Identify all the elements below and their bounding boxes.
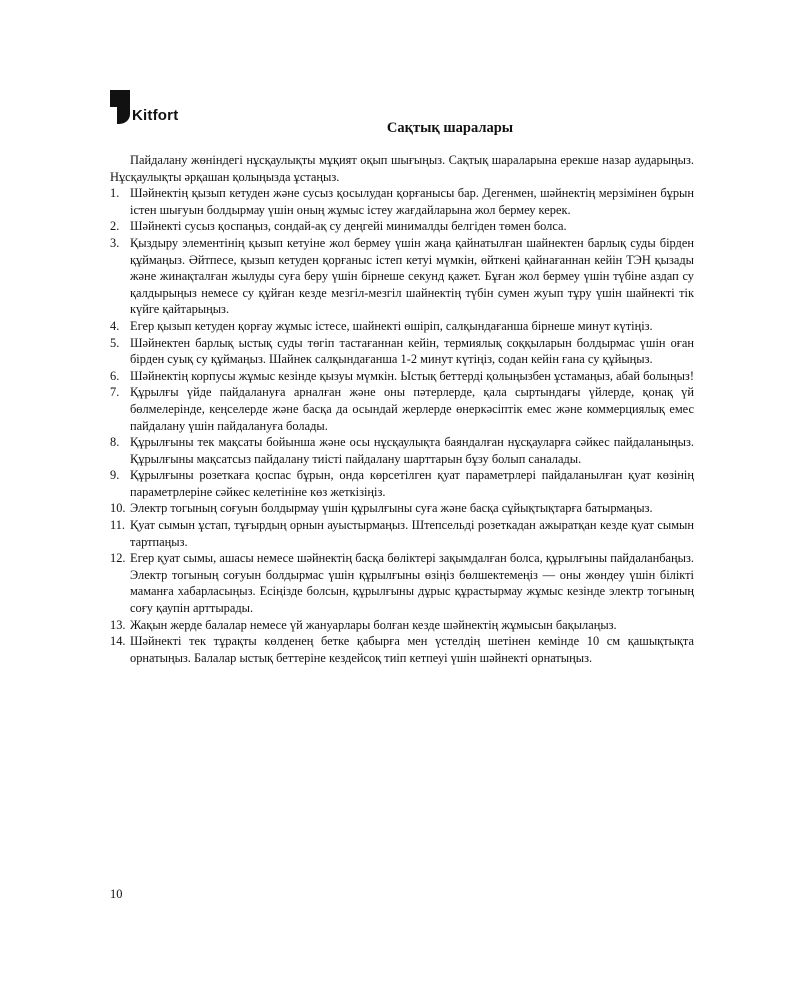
list-item-text: Жақын жерде балалар немесе үй жануарлары болған кезде шәйнектің жұмысын бақылаңыз. — [130, 617, 617, 632]
list-item — [110, 368, 694, 385]
list-item — [110, 617, 694, 634]
list-item — [110, 467, 694, 500]
list-item — [110, 335, 694, 368]
list-item-text: Шәйнектен барлық ыстық суды төгіп тастағаннан кейін, термиялық соққыларын болдырмас үшін оған бірден суық су құймаңыз. Шайнек салқындағанша 1-2 минут күтіңіз, содан кейін ғана су құйыңыз. — [130, 335, 694, 367]
list-item-text: Қыздыру элементінің қызып кетуіне жол бермеу үшін жаңа қайнатылған шайнектен барлық суды бірден құймаңыз. Әйтпесе, қызып кетуден қорғаныс істеп кетуі мүмкін, өйткені қайнағаннан кейін ТЭН қызады және жинақталған жылуды суға беру үшін бірнеше секунд қажет. Бұған жол бермеу үшін түбіне аздап су қалдырыңыз немесе су құйған кезде мезгіл-мезгіл шайнектің түбін сумен жуып тұру үшін шайнекті тік күйге қайтарыңыз. — [130, 235, 694, 317]
list-item-text: Электр тогының соғуын болдырмау үшін құрылғыны суға және басқа сұйықтықтарға батырмаңыз. — [130, 501, 653, 516]
list-item-number: 1. — [110, 186, 120, 201]
list-item — [110, 434, 694, 467]
brand-logo — [110, 90, 178, 124]
page-title: Сақтық шаралары — [386, 120, 514, 136]
list-item-number: 7. — [110, 385, 120, 400]
list-item-text: Шәйнекті тек тұрақты көлденең бетке қабырға мен үстелдің шетінен кемінде 10 см қашықтықта орнатыңыз. Балалар ыстық беттеріне кездейсоқ тиіп кетпеуі үшін шәйнекті орнатыңыз. — [130, 634, 694, 665]
list-item-number: 13. — [110, 617, 126, 632]
list-item-number: 5. — [110, 335, 120, 350]
list-item-text: Қуат сымын ұстап, тұғырдың орнын ауыстырмаңыз. Штепсельді розеткадан ажыратқан кезде қуат сымын тартпаңыз. — [130, 518, 694, 549]
list-item — [110, 318, 694, 335]
list-item — [110, 235, 694, 318]
document-body — [110, 152, 694, 666]
list-item-text: Құрылғы үйде пайдалануға арналған және оны пәтерлерде, қала сыртындағы үйлерде, қонақ үй бөлмелерінде, кеңселерде және басқа да осындай жерлерде өнеркәсіптік емес және коммерциялық емес пайдалану үшін пайдалануға болады. — [130, 385, 694, 433]
brand-logo-text: Kitfort — [132, 107, 179, 124]
list-item-number: 2. — [110, 219, 120, 234]
list-item-number: 11. — [110, 518, 126, 533]
list-item-number: 9. — [110, 468, 120, 483]
list-item-number: 3. — [110, 235, 120, 250]
list-item-text: Шәйнектің қызып кетуден және сусыз қосылудан қорғанысы бар. Дегенмен, шәйнектің мерзімінен бұрын істен шығуын болдырмау үшін оның жұмыс істеу жағдайларына жол бермеу керек. — [130, 186, 694, 217]
precautions-list — [110, 185, 694, 666]
list-item-number: 10. — [110, 501, 126, 516]
list-item-number: 8. — [110, 435, 120, 450]
list-item — [110, 500, 694, 517]
list-item — [110, 185, 694, 218]
kitfort-logo-icon — [110, 90, 130, 124]
list-item — [110, 517, 694, 550]
list-item-number: 14. — [110, 634, 126, 649]
list-item-text: Егер қызып кетуден қорғау жұмыс істесе, шайнекті өшіріп, салқындағанша бірнеше минут күтіңіз. — [130, 318, 653, 333]
list-item-text: Егер қуат сымы, ашасы немесе шәйнектің басқа бөліктері зақымдалған болса, құрылғыны пайдаланбаңыз. Электр тогының соғуын болдырмас үшін құрылғыны өзіңіз бөлшектемеңіз — оны жөндеу үшін білікті маманға хабарласыңыз. Есіңізде болсын, құрылғыны дұрыс құрастырмау жұмыс кезінде электр тогының соғу қаупін арттырады. — [130, 551, 694, 616]
list-item — [110, 550, 694, 616]
list-item — [110, 633, 694, 666]
list-item-number: 6. — [110, 368, 120, 383]
list-item-text: Құрылғыны розеткаға қоспас бұрын, онда көрсетілген қуат параметрлері пайдаланылған қуат көзінің параметрлеріне сәйкес келетініне көз жеткізіңіз. — [130, 468, 694, 499]
list-item — [110, 218, 694, 235]
intro-paragraph: Пайдалану жөніндегі нұсқаулықты мұқият оқып шығыңыз. Сақтық шараларына ерекше назар аударыңыз. Нұсқаулықты әрқашан қолыңызда ұстаңыз. — [110, 153, 694, 184]
list-item-text: Құрылғыны тек мақсаты бойынша және осы нұсқаулықта баяндалған нұсқауларға сәйкес пайдаланыңыз. Құрылғыны мақсатсыз пайдалану тиісті пайдалану шарттарын бұзу болып саналады. — [130, 435, 694, 466]
list-item-number: 4. — [110, 318, 120, 333]
list-item — [110, 384, 694, 434]
list-item-text: Шәйнекті сусыз қоспаңыз, сондай-ақ су деңгейі минималды белгіден төмен болса. — [130, 219, 567, 234]
page-number: 10 — [110, 887, 123, 901]
list-item-text: Шәйнектің корпусы жұмыс кезінде қызуы мүмкін. Ыстық беттерді қолыңызбен ұстамаңыз, абай болыңыз! — [130, 368, 694, 383]
list-item-number: 12. — [110, 551, 126, 566]
